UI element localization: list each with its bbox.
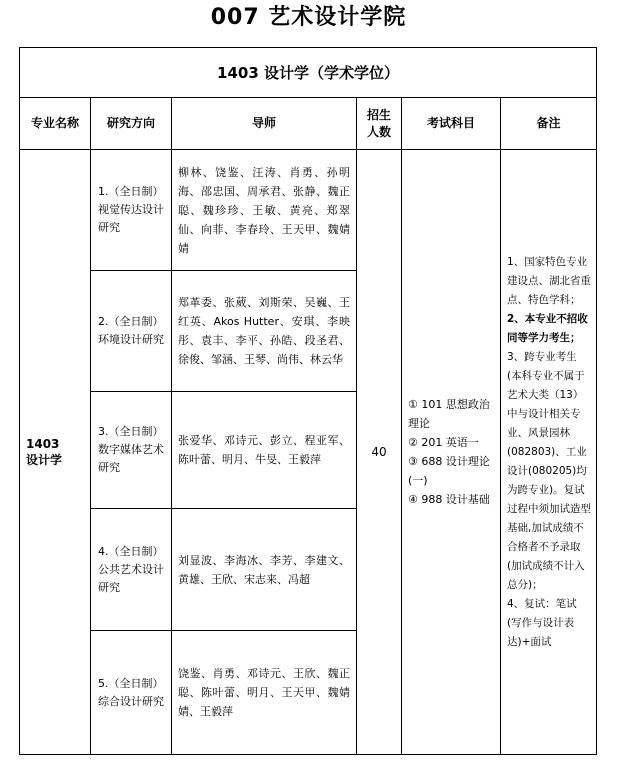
exam-item: ④ 988 设计基础 xyxy=(408,493,490,506)
tutor-list: 郑革委、张葳、刘斯荣、吴巍、王红英、Akos Hutter、安琪、李映彤、袁丰、李平、孙皓、段圣君、徐俊、邹涵、王琴、尚伟、林云华 xyxy=(172,271,357,392)
direction-cell xyxy=(91,392,172,509)
direction-line: 1.（全日制） xyxy=(98,185,164,198)
header-notes: 备注 xyxy=(501,98,597,150)
admission-table xyxy=(19,47,597,755)
tutor-list: 刘显波、李海冰、李芳、李建文、黄雄、王欣、宋志来、冯超 xyxy=(172,509,357,631)
direction-line: 5.（全日制） xyxy=(98,676,164,690)
note-item-bold: 2、本专业不招收同等学力考生； xyxy=(507,312,588,344)
major-cell xyxy=(20,150,91,755)
quota-value: 40 xyxy=(357,150,402,755)
note-item: 3、跨专业考生(本科专业不属于艺术大类（13）中与设计相关专业、风景园林(082803)、工业设计(080205)均为跨专业)。复试过程中须加试造型基础,加试成绩不合格者不予录取(加试成绩不计入总分)； xyxy=(507,350,591,591)
direction-cell xyxy=(91,509,172,631)
header-quota-line2: 人数 xyxy=(366,124,391,139)
tutor-list: 饶鉴、肖勇、邓诗元、王欣、魏正聪、陈叶蕾、明月、王天甲、魏婧婧、王毅萍 xyxy=(172,631,357,755)
caption-row xyxy=(20,48,597,98)
direction-cell xyxy=(91,150,172,271)
header-direction: 研究方向 xyxy=(91,98,172,150)
direction-line: 研究 xyxy=(98,461,120,474)
header-major: 专业名称 xyxy=(20,98,91,150)
header-row xyxy=(20,98,597,150)
direction-cell xyxy=(91,631,172,755)
direction-cell xyxy=(91,271,172,392)
direction-line: 研究 xyxy=(98,221,120,234)
tutor-list: 张爱华、邓诗元、彭立、程亚军、陈叶蕾、明月、牛旻、王毅萍 xyxy=(172,392,357,509)
direction-line: 2.（全日制） xyxy=(98,315,164,328)
notes-cell xyxy=(501,150,597,755)
direction-line: 3.（全日制） xyxy=(98,425,164,438)
page-title: 007 艺术设计学院 xyxy=(210,5,407,30)
table-caption: 1403 设计学（学术学位） xyxy=(20,48,597,98)
tutor-list: 柳林、饶鉴、汪涛、肖勇、孙明海、邵忠国、周承君、张静、魏正聪、魏珍珍、王敏、黄亮、郑翠仙、向菲、李春玲、王天甲、魏婧婧 xyxy=(172,150,357,271)
direction-line: 综合设计研究 xyxy=(98,694,164,708)
direction-line: 环境设计研究 xyxy=(98,333,164,346)
exam-subjects xyxy=(402,150,501,755)
note-item: 1、国家特色专业建设点、湖北省重点、特色学科； xyxy=(507,255,591,306)
major-code: 1403 xyxy=(26,437,60,451)
direction-line: 研究 xyxy=(98,580,120,594)
header-tutor: 导师 xyxy=(172,98,357,150)
exam-item: ① 101 思想政治理论 xyxy=(408,398,490,430)
major-name: 设计学 xyxy=(26,453,63,467)
table-row xyxy=(20,150,597,271)
header-quota-line1: 招生 xyxy=(366,107,391,122)
header-quota xyxy=(357,98,402,150)
note-item: 4、复试：笔试(写作与设计表达)+面试 xyxy=(507,597,577,648)
direction-line: 4.（全日制） xyxy=(98,544,164,558)
header-exam: 考试科目 xyxy=(402,98,501,150)
exam-item: ③ 688 设计理论(一) xyxy=(408,455,490,487)
direction-line: 公共艺术设计 xyxy=(98,562,164,576)
exam-item: ② 201 英语一 xyxy=(408,436,479,449)
direction-line: 数字媒体艺术 xyxy=(98,443,164,456)
direction-line: 视觉传达设计 xyxy=(98,203,164,216)
